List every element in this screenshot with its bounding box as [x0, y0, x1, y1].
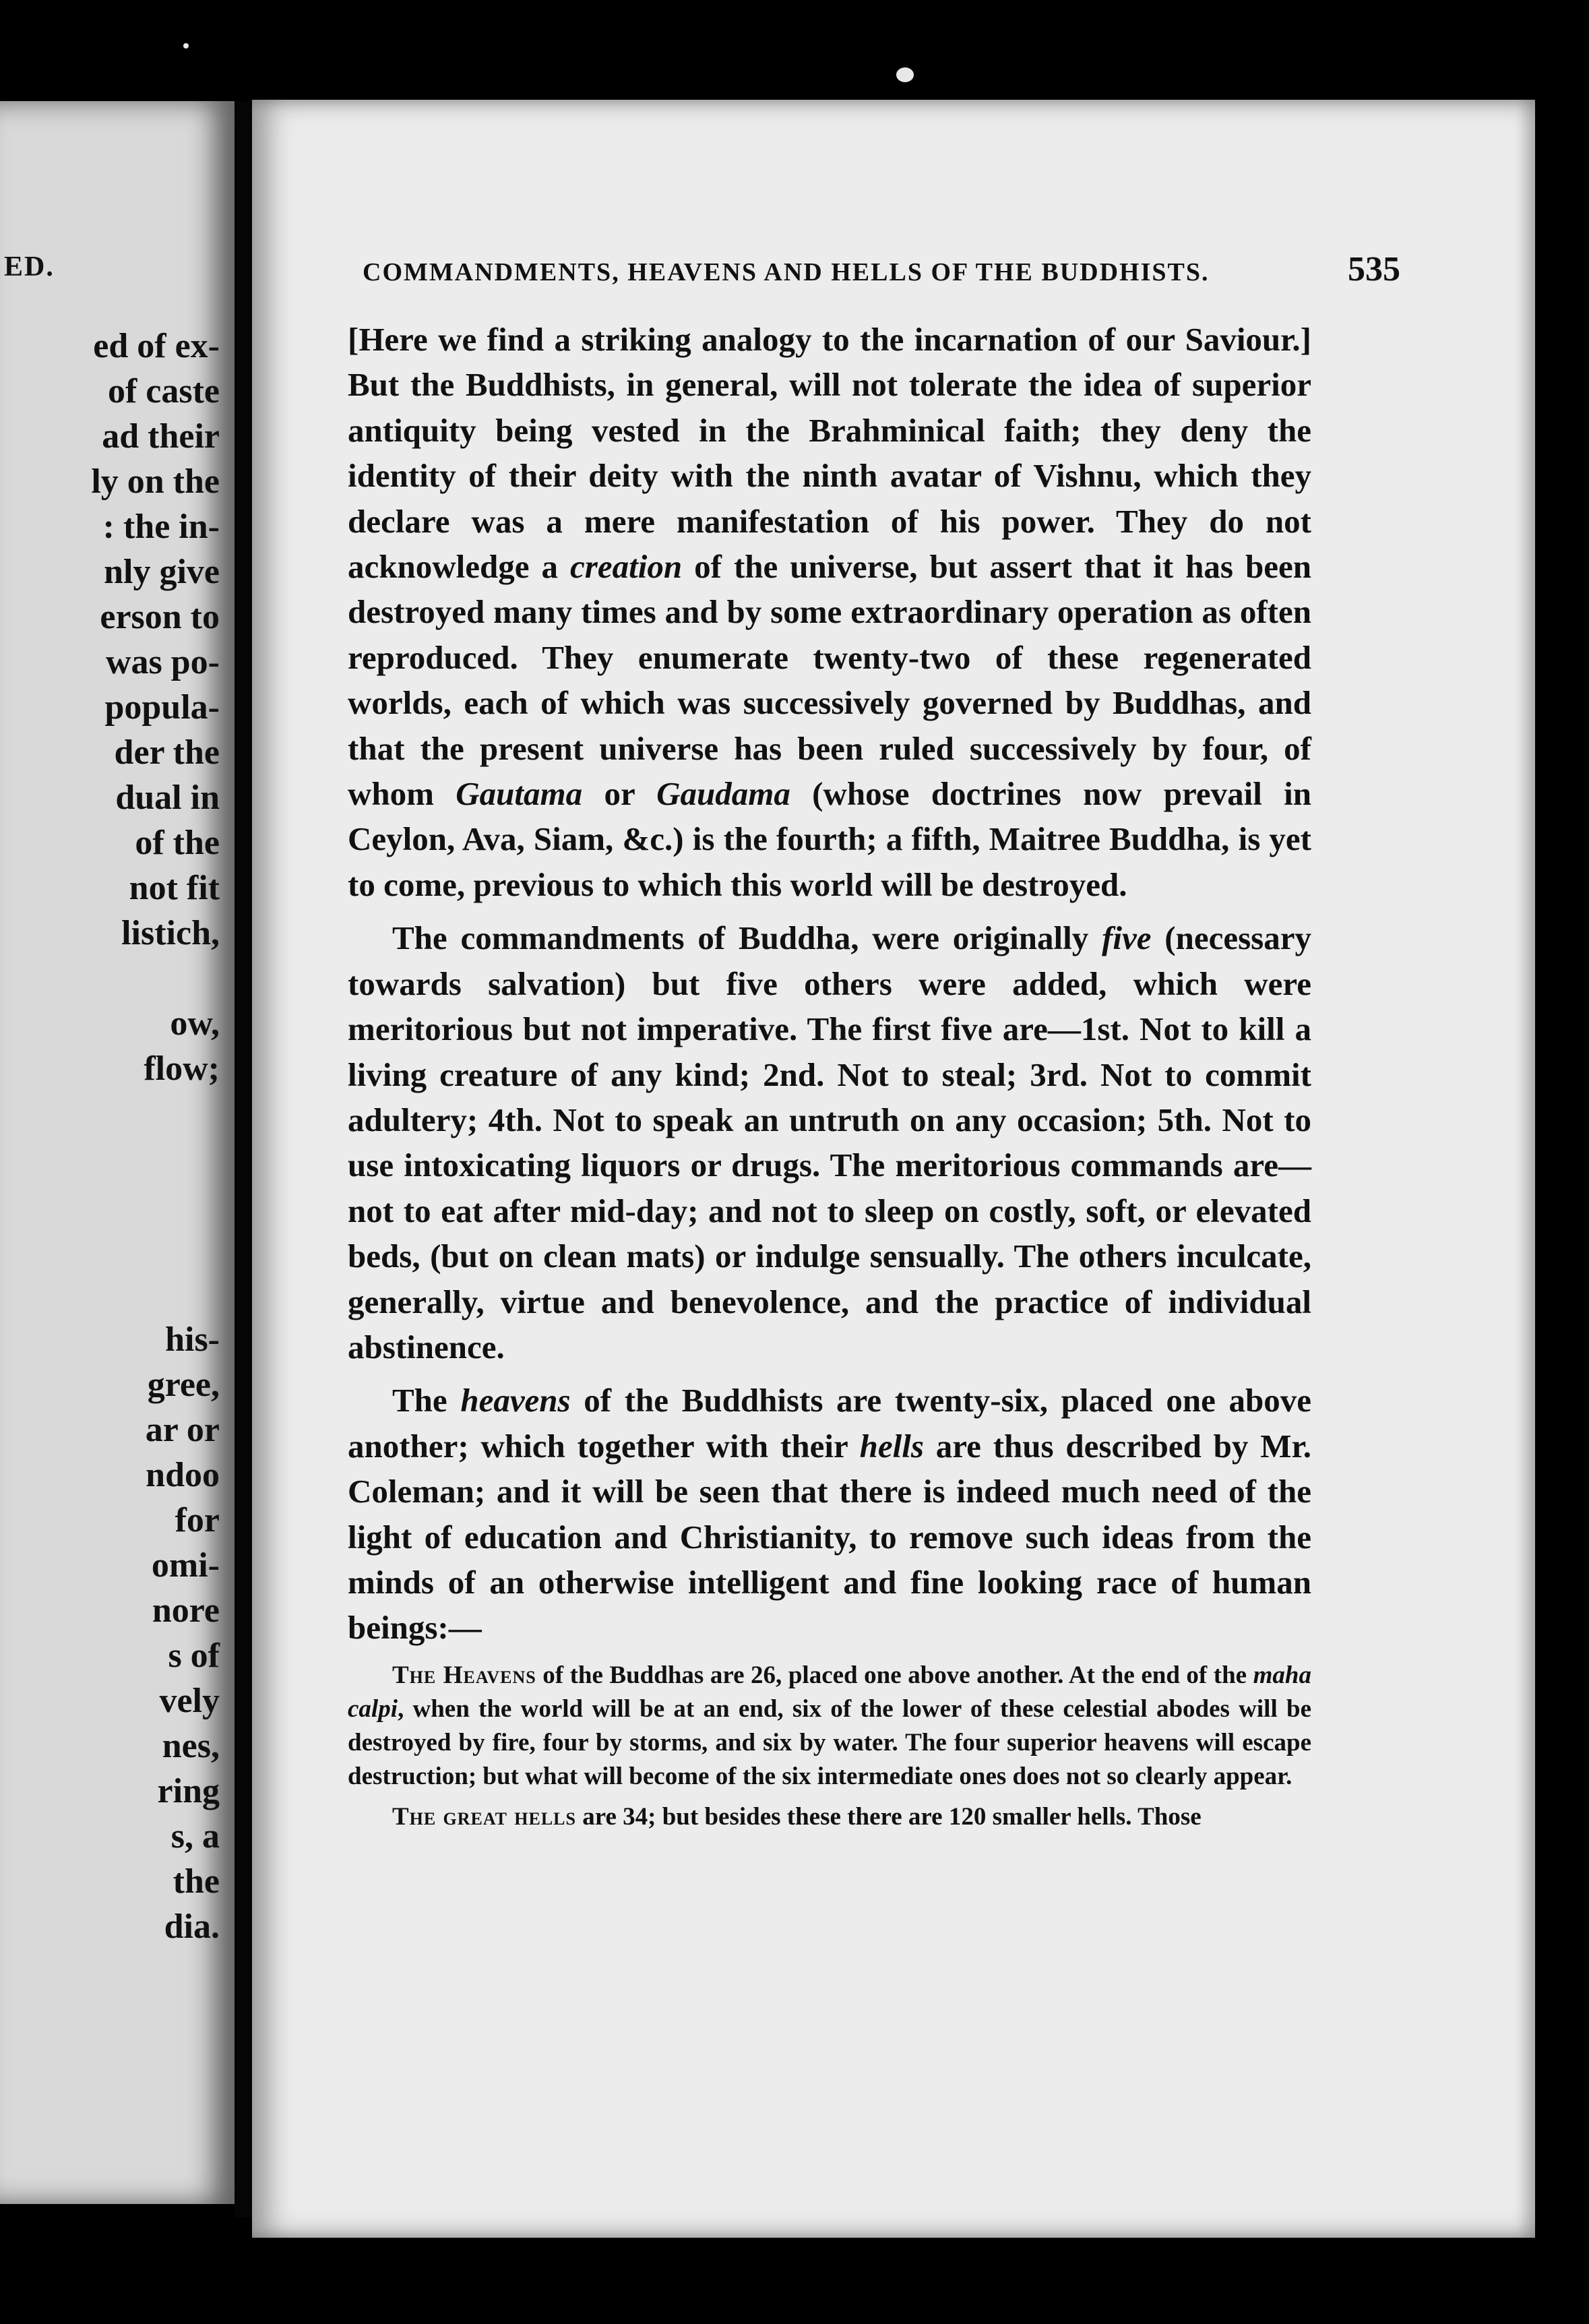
- text-run: of the Buddhists are twenty-six, placed one above another; which together with their: [348, 1382, 1312, 1465]
- text-run: [Here we find a striking analogy to the incarnation of our Saviour.] But the Buddhists, in general, will not tolerate the idea of superior antiquity being vested in the Brahminical faith; they deny the identity of their deity with the ninth avatar of Vishnu, which they declare was a mere manifestation of his power. They do not acknowledge a: [348, 321, 1311, 586]
- facing-page-line: [0, 1136, 220, 1182]
- facing-page-line: erson to: [100, 598, 220, 636]
- facing-page-line: ow,: [170, 1004, 220, 1043]
- facing-page-text: [0, 324, 220, 1949]
- quoted-extract: [348, 1659, 1311, 1834]
- facing-page-line: nore: [152, 1591, 220, 1630]
- facing-page-line: [0, 1227, 220, 1272]
- facing-page-line: s, a: [170, 1817, 220, 1856]
- italic-term: heavens: [460, 1382, 571, 1419]
- text-run: The commandments of Buddha, were originally: [392, 919, 1102, 957]
- italic-term: creation: [570, 548, 683, 586]
- text-run: The: [392, 1382, 461, 1419]
- facing-page-line: der the: [114, 733, 220, 772]
- text-run: (necessary towards salvation) but five others were added, which were meritorious but not imperative. The first five are—1st. Not to kill a living creature of any kind; 2nd. Not to steal; 3rd. Not to commit adultery; 4th. Not to speak an untruth on any occasion; 5th. Not to use intoxicating liquors or drugs. The meritorious commands are—not to eat after mid-day; and not to sleep on costly, soft, or elevated beds, (but on clean mats) or indulge sensually. The others inculcate, generally, virtue and benevolence, and the practice of individual abstinence.: [348, 919, 1312, 1366]
- book-page: [252, 100, 1535, 2238]
- text-run: (whose doctrines now prevail in Ceylon, Ava, Siam, &c.) is the fourth; a fifth, Maitree Buddha, is yet to come, previous to which this world will be destroyed.: [348, 775, 1311, 903]
- book-gutter: [235, 101, 252, 2218]
- facing-page-line: of the: [135, 824, 220, 862]
- page-number: 535: [1348, 250, 1400, 288]
- text-run: or: [582, 775, 657, 813]
- scan-speck: [183, 43, 189, 49]
- scan-speck: [896, 67, 914, 82]
- facing-page-line: was po-: [105, 643, 220, 681]
- facing-page-line: gree,: [147, 1366, 220, 1404]
- facing-page-line: popula-: [104, 688, 220, 727]
- facing-page-header: ED.: [4, 251, 55, 282]
- facing-page-line: dia.: [164, 1907, 220, 1946]
- facing-page-line: [0, 1182, 220, 1227]
- facing-page-line: listich,: [121, 914, 220, 952]
- running-title: COMMANDMENTS, HEAVENS AND HELLS OF THE BUDDHISTS.: [363, 258, 1210, 286]
- facing-page-line: dual in: [115, 778, 220, 817]
- italic-term: Gaudama: [656, 775, 790, 813]
- facing-page-line: omi-: [151, 1546, 220, 1585]
- italic-term: five: [1102, 919, 1152, 957]
- running-head: [363, 249, 1400, 289]
- facing-page-line: of caste: [107, 372, 220, 410]
- facing-page-line: nes,: [162, 1727, 220, 1765]
- small-caps-term: The Heavens: [392, 1661, 536, 1689]
- facing-page-line: : the in-: [102, 508, 220, 546]
- facing-page-line: [0, 1091, 220, 1136]
- extract-heavens: [348, 1659, 1311, 1794]
- facing-page-line: ly on the: [91, 462, 220, 501]
- facing-page-line: [0, 1272, 220, 1317]
- facing-page-line: flow;: [144, 1049, 220, 1088]
- text-run: of the Buddhas are 26, placed one above another. At the end of the: [536, 1661, 1253, 1689]
- facing-page-line: the: [173, 1862, 220, 1901]
- text-run: are 34; but besides these there are 120 smaller hells. Those: [575, 1802, 1202, 1831]
- facing-page-line: ring: [157, 1772, 220, 1810]
- facing-page-line: ad their: [102, 417, 220, 456]
- text-run: are thus described by Mr. Coleman; and it will be seen that there is indeed much need of the light of education and Christianity, to remove such ideas from the minds of an otherwise intelligent and fine looking race of human beings:—: [348, 1427, 1312, 1647]
- italic-term: maha calpi: [348, 1661, 1311, 1723]
- italic-term: hells: [859, 1427, 924, 1465]
- facing-page-line: s of: [168, 1637, 220, 1675]
- facing-page-line: ar or: [145, 1411, 220, 1449]
- text-run: of the universe, but assert that it has been destroyed many times and by some extraordinary operation as often reproduced. They enumerate twenty-two of these regenerated worlds, each of which was successively governed by Buddhas, and that the present universe has been ruled successively by four, of whom: [348, 548, 1311, 813]
- facing-page-line: nly give: [104, 553, 220, 591]
- facing-page-line: vely: [159, 1682, 220, 1720]
- extract-hells: [348, 1800, 1311, 1834]
- small-caps-term: The great hells: [392, 1802, 576, 1831]
- italic-term: Gautama: [456, 775, 583, 813]
- paragraph-heavens: [348, 1378, 1311, 1650]
- body-text: [348, 317, 1311, 1841]
- facing-page-line: ed of ex-: [93, 327, 220, 365]
- facing-page-line: [0, 956, 220, 1001]
- facing-page-line: ndoo: [146, 1456, 220, 1494]
- paragraph-commandments: [348, 915, 1311, 1370]
- facing-page-line: for: [175, 1501, 220, 1539]
- paragraph-incarnation: [348, 317, 1311, 907]
- facing-page-line: not fit: [129, 869, 220, 907]
- facing-page-line: his-: [165, 1320, 220, 1359]
- text-run: , when the world will be at an end, six of the lower of these celestial abodes will be destroyed by fire, four by storms, and six by water. The four superior heavens will escape destruction; but what will become of the six intermediate ones does not so clearly appear.: [348, 1694, 1311, 1790]
- facing-page: [0, 101, 235, 2204]
